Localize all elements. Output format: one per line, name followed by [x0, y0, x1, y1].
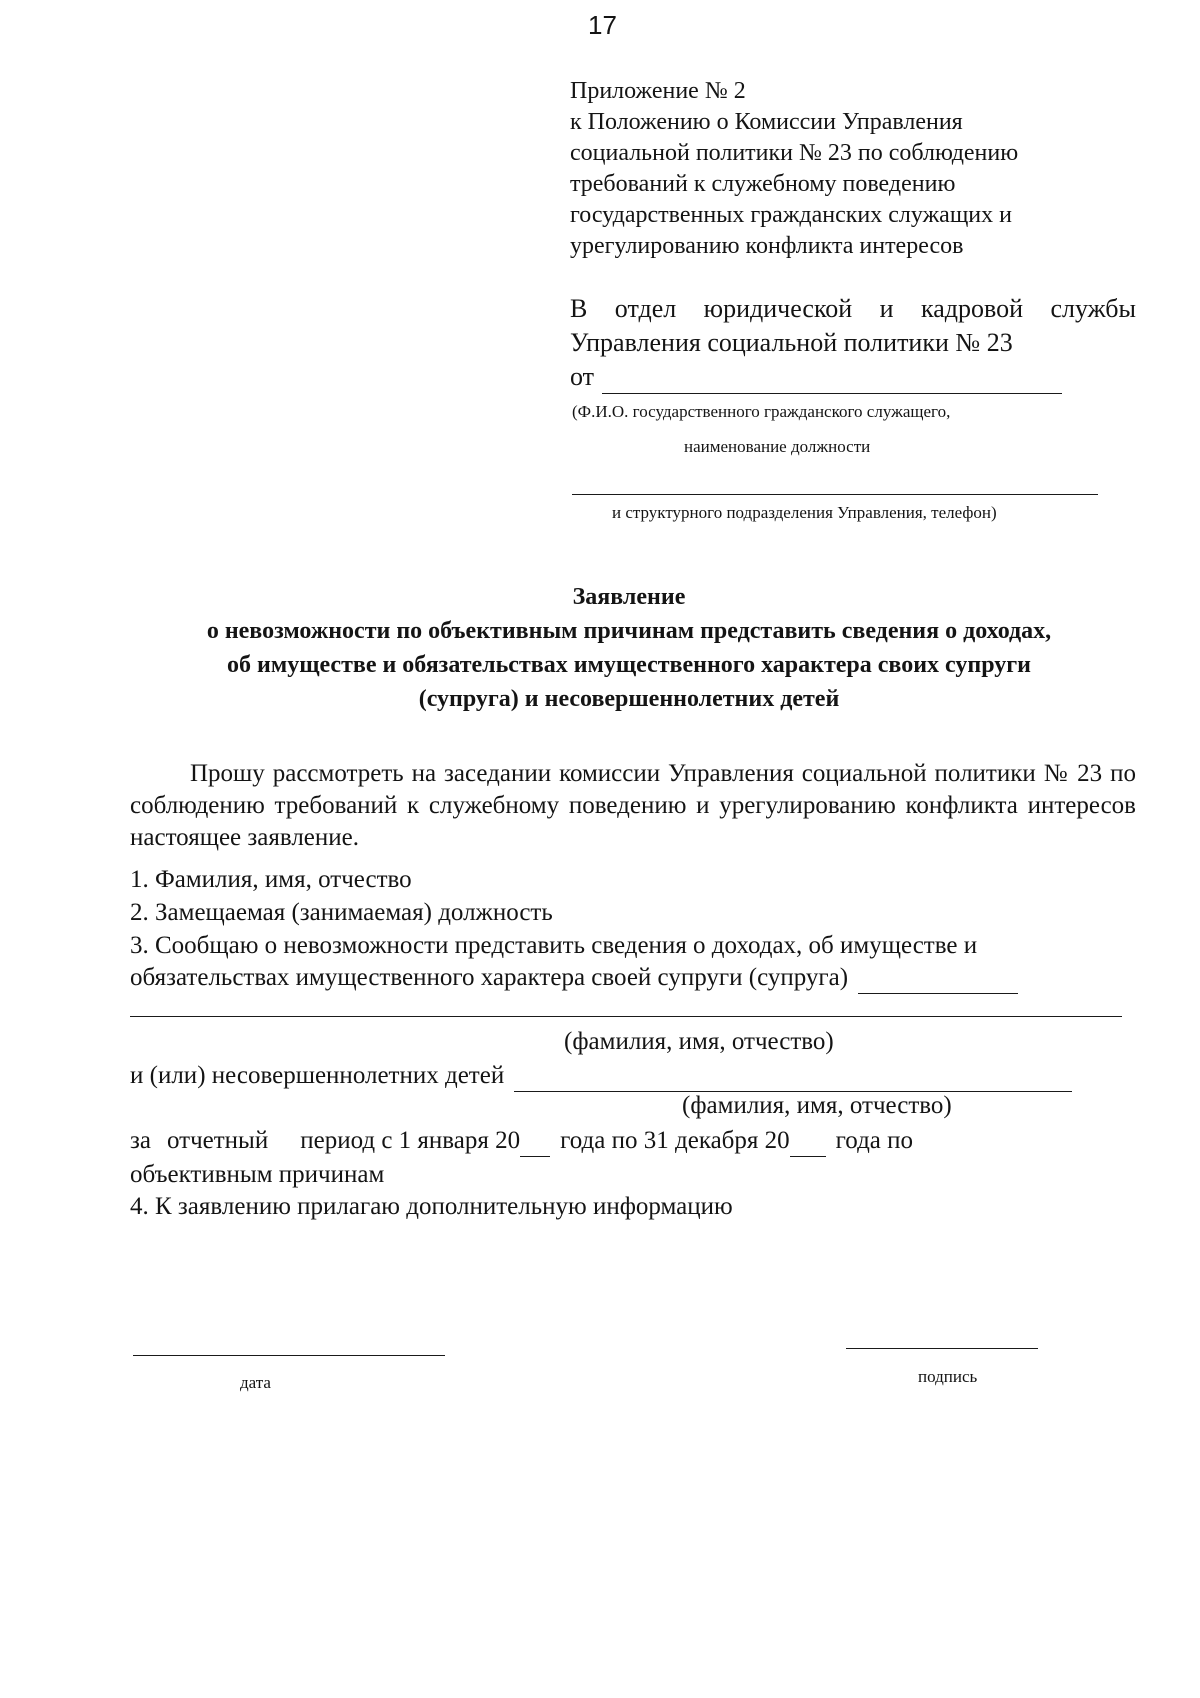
- period-otchetny: отчетный: [166, 1127, 269, 1154]
- appendix-line: государственных гражданских служащих и: [570, 202, 1012, 228]
- period-text-1: период с 1 января 20: [300, 1127, 521, 1154]
- from-row: [570, 360, 1136, 394]
- item-4: 4. К заявлению прилагаю дополнительную информацию: [130, 1193, 733, 1220]
- children-row: [130, 1060, 1072, 1092]
- spouse-fio-hint: (фамилия, имя, отчество): [564, 1028, 834, 1055]
- appendix-line: Приложение № 2: [570, 78, 746, 104]
- period-text-3: года по: [835, 1127, 914, 1154]
- period-line-2: объективным причинам: [130, 1161, 385, 1188]
- appendix-header: [570, 76, 1018, 262]
- children-fio-hint: (фамилия, имя, отчество): [682, 1092, 952, 1119]
- intro-paragraph: Прошу рассмотреть на заседании комиссии Управления социальной политики № 23 по соблюдению требований к служебному поведению и урегулированию конфликта интересов настоящее заявление.: [130, 760, 1136, 851]
- date-label: дата: [240, 1373, 271, 1392]
- children-fill-line[interactable]: [514, 1067, 1072, 1092]
- spouse-fill-line-2[interactable]: [130, 1016, 1122, 1017]
- year-end-fill[interactable]: [790, 1134, 826, 1157]
- appendix-line: к Положению о Комиссии Управления: [570, 109, 963, 135]
- statement-title: [120, 580, 1138, 716]
- from-hint-3: и структурного подразделения Управления, телефон): [612, 503, 997, 522]
- page-number: 17: [588, 10, 617, 40]
- signature-fill-line[interactable]: [846, 1348, 1038, 1349]
- item-1: 1. Фамилия, имя, отчество: [130, 866, 412, 893]
- period-row: [130, 1125, 913, 1157]
- date-fill-line[interactable]: [133, 1355, 445, 1356]
- appendix-line: социальной политики № 23 по соблюдению: [570, 140, 1019, 166]
- item-3-text: обязательствах имущественного характера своей супруги (супруга): [130, 964, 849, 991]
- addressee-line-2: Управления социальной политики № 23: [570, 328, 1013, 357]
- period-za: за: [130, 1127, 151, 1154]
- appendix-line: урегулированию конфликта интересов: [570, 233, 964, 259]
- children-label: и (или) несовершеннолетних детей: [130, 1062, 505, 1089]
- period-text-2: года по 31 декабря 20: [560, 1127, 790, 1154]
- from-hint-1: (Ф.И.О. государственного гражданского служащего,: [572, 402, 951, 421]
- spouse-fill-line[interactable]: [858, 969, 1018, 994]
- item-3-line-2: [130, 962, 1018, 994]
- from-fill-line[interactable]: [602, 369, 1062, 394]
- position-fill-line[interactable]: [572, 494, 1098, 495]
- signature-label: подпись: [918, 1367, 978, 1386]
- title-line: об имуществе и обязательствах имущественного характера своих супруги: [227, 652, 1031, 678]
- year-start-fill[interactable]: [520, 1134, 550, 1157]
- from-hint-2: наименование должности: [684, 437, 871, 456]
- title-heading: Заявление: [572, 584, 686, 610]
- addressee-block: [570, 292, 1136, 394]
- title-line: о невозможности по объективным причинам представить сведения о доходах,: [206, 618, 1052, 644]
- item-3-line-1: 3. Сообщаю о невозможности представить сведения о доходах, об имуществе и: [130, 932, 978, 959]
- appendix-line: требований к служебному поведению: [570, 171, 956, 197]
- title-line: (супруга) и несовершеннолетних детей: [418, 686, 840, 712]
- item-2: 2. Замещаемая (занимаемая) должность: [130, 899, 553, 926]
- addressee-line-1: В отдел юридической и кадровой службы: [570, 294, 1136, 323]
- from-label: от: [570, 362, 595, 391]
